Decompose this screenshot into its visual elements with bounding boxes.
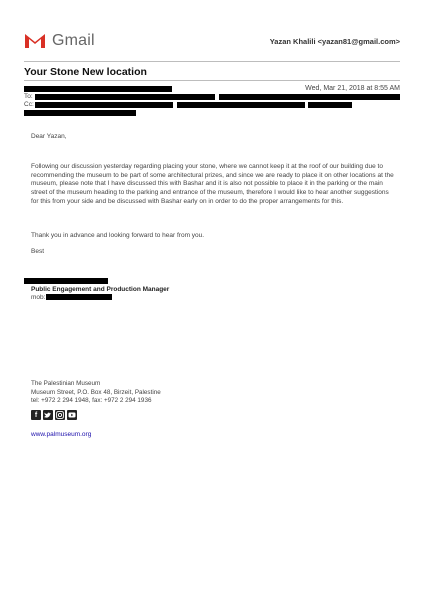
redacted-mobile (46, 294, 112, 300)
signature-mob-label: mob: (31, 294, 46, 301)
greeting: Dear Yazan, (31, 133, 67, 140)
divider (24, 61, 400, 62)
email-subject: Your Stone New location (24, 66, 147, 78)
closing: Best (31, 248, 45, 255)
gmail-logo (24, 32, 96, 50)
redacted-cc (24, 110, 136, 116)
gmail-wordmark: Gmail (52, 32, 95, 49)
redacted-recipient (35, 94, 215, 100)
signature-org: The Palestinian Museum (31, 380, 101, 387)
cc-label: Cc: (24, 101, 34, 108)
twitter-icon[interactable] (43, 410, 53, 420)
gmail-m-icon (24, 32, 46, 49)
to-label: To: (24, 93, 33, 100)
signature-title: Public Engagement and Production Manager (31, 286, 170, 293)
account-user: Yazan Khalili <yazan81@gmail.com> (269, 37, 400, 46)
social-icons (31, 410, 77, 420)
signature-address: Museum Street, P.O. Box 48, Birzeit, Palestine (31, 389, 161, 396)
redacted-sender (24, 86, 172, 92)
redacted-cc (177, 102, 305, 108)
divider (24, 80, 400, 81)
signature-phone: tel: +972 2 294 1948, fax: +972 2 294 1936 (31, 397, 152, 404)
youtube-icon[interactable] (67, 410, 77, 420)
website-link[interactable]: www.palmuseum.org (31, 431, 92, 438)
redacted-cc (308, 102, 352, 108)
redacted-recipient (219, 94, 400, 100)
instagram-icon[interactable] (55, 410, 65, 420)
body-paragraph: Following our discussion yesterday regarding placing your stone, where we cannot keep it at the roof of our building due to recommending the museum to be part of some architectural prizes, and since we are ready to place it on other locations at the museum, please note that I have discussed this with Bashar and it is also not possible to place it in the parking or the main street of the museum heading to the parking and entrance of the museum, therefore I would like to hear another suggestions for this from your side and be discussed with Bashar early on in order to do the proper arrangements for this. (31, 163, 394, 205)
redacted-cc (35, 102, 173, 108)
facebook-icon[interactable]: f (31, 410, 41, 420)
redacted-signature-name (24, 278, 108, 284)
email-date: Wed, Mar 21, 2018 at 8:55 AM (305, 85, 400, 92)
body-paragraph: Thank you in advance and looking forward to hear from you. (31, 232, 205, 239)
